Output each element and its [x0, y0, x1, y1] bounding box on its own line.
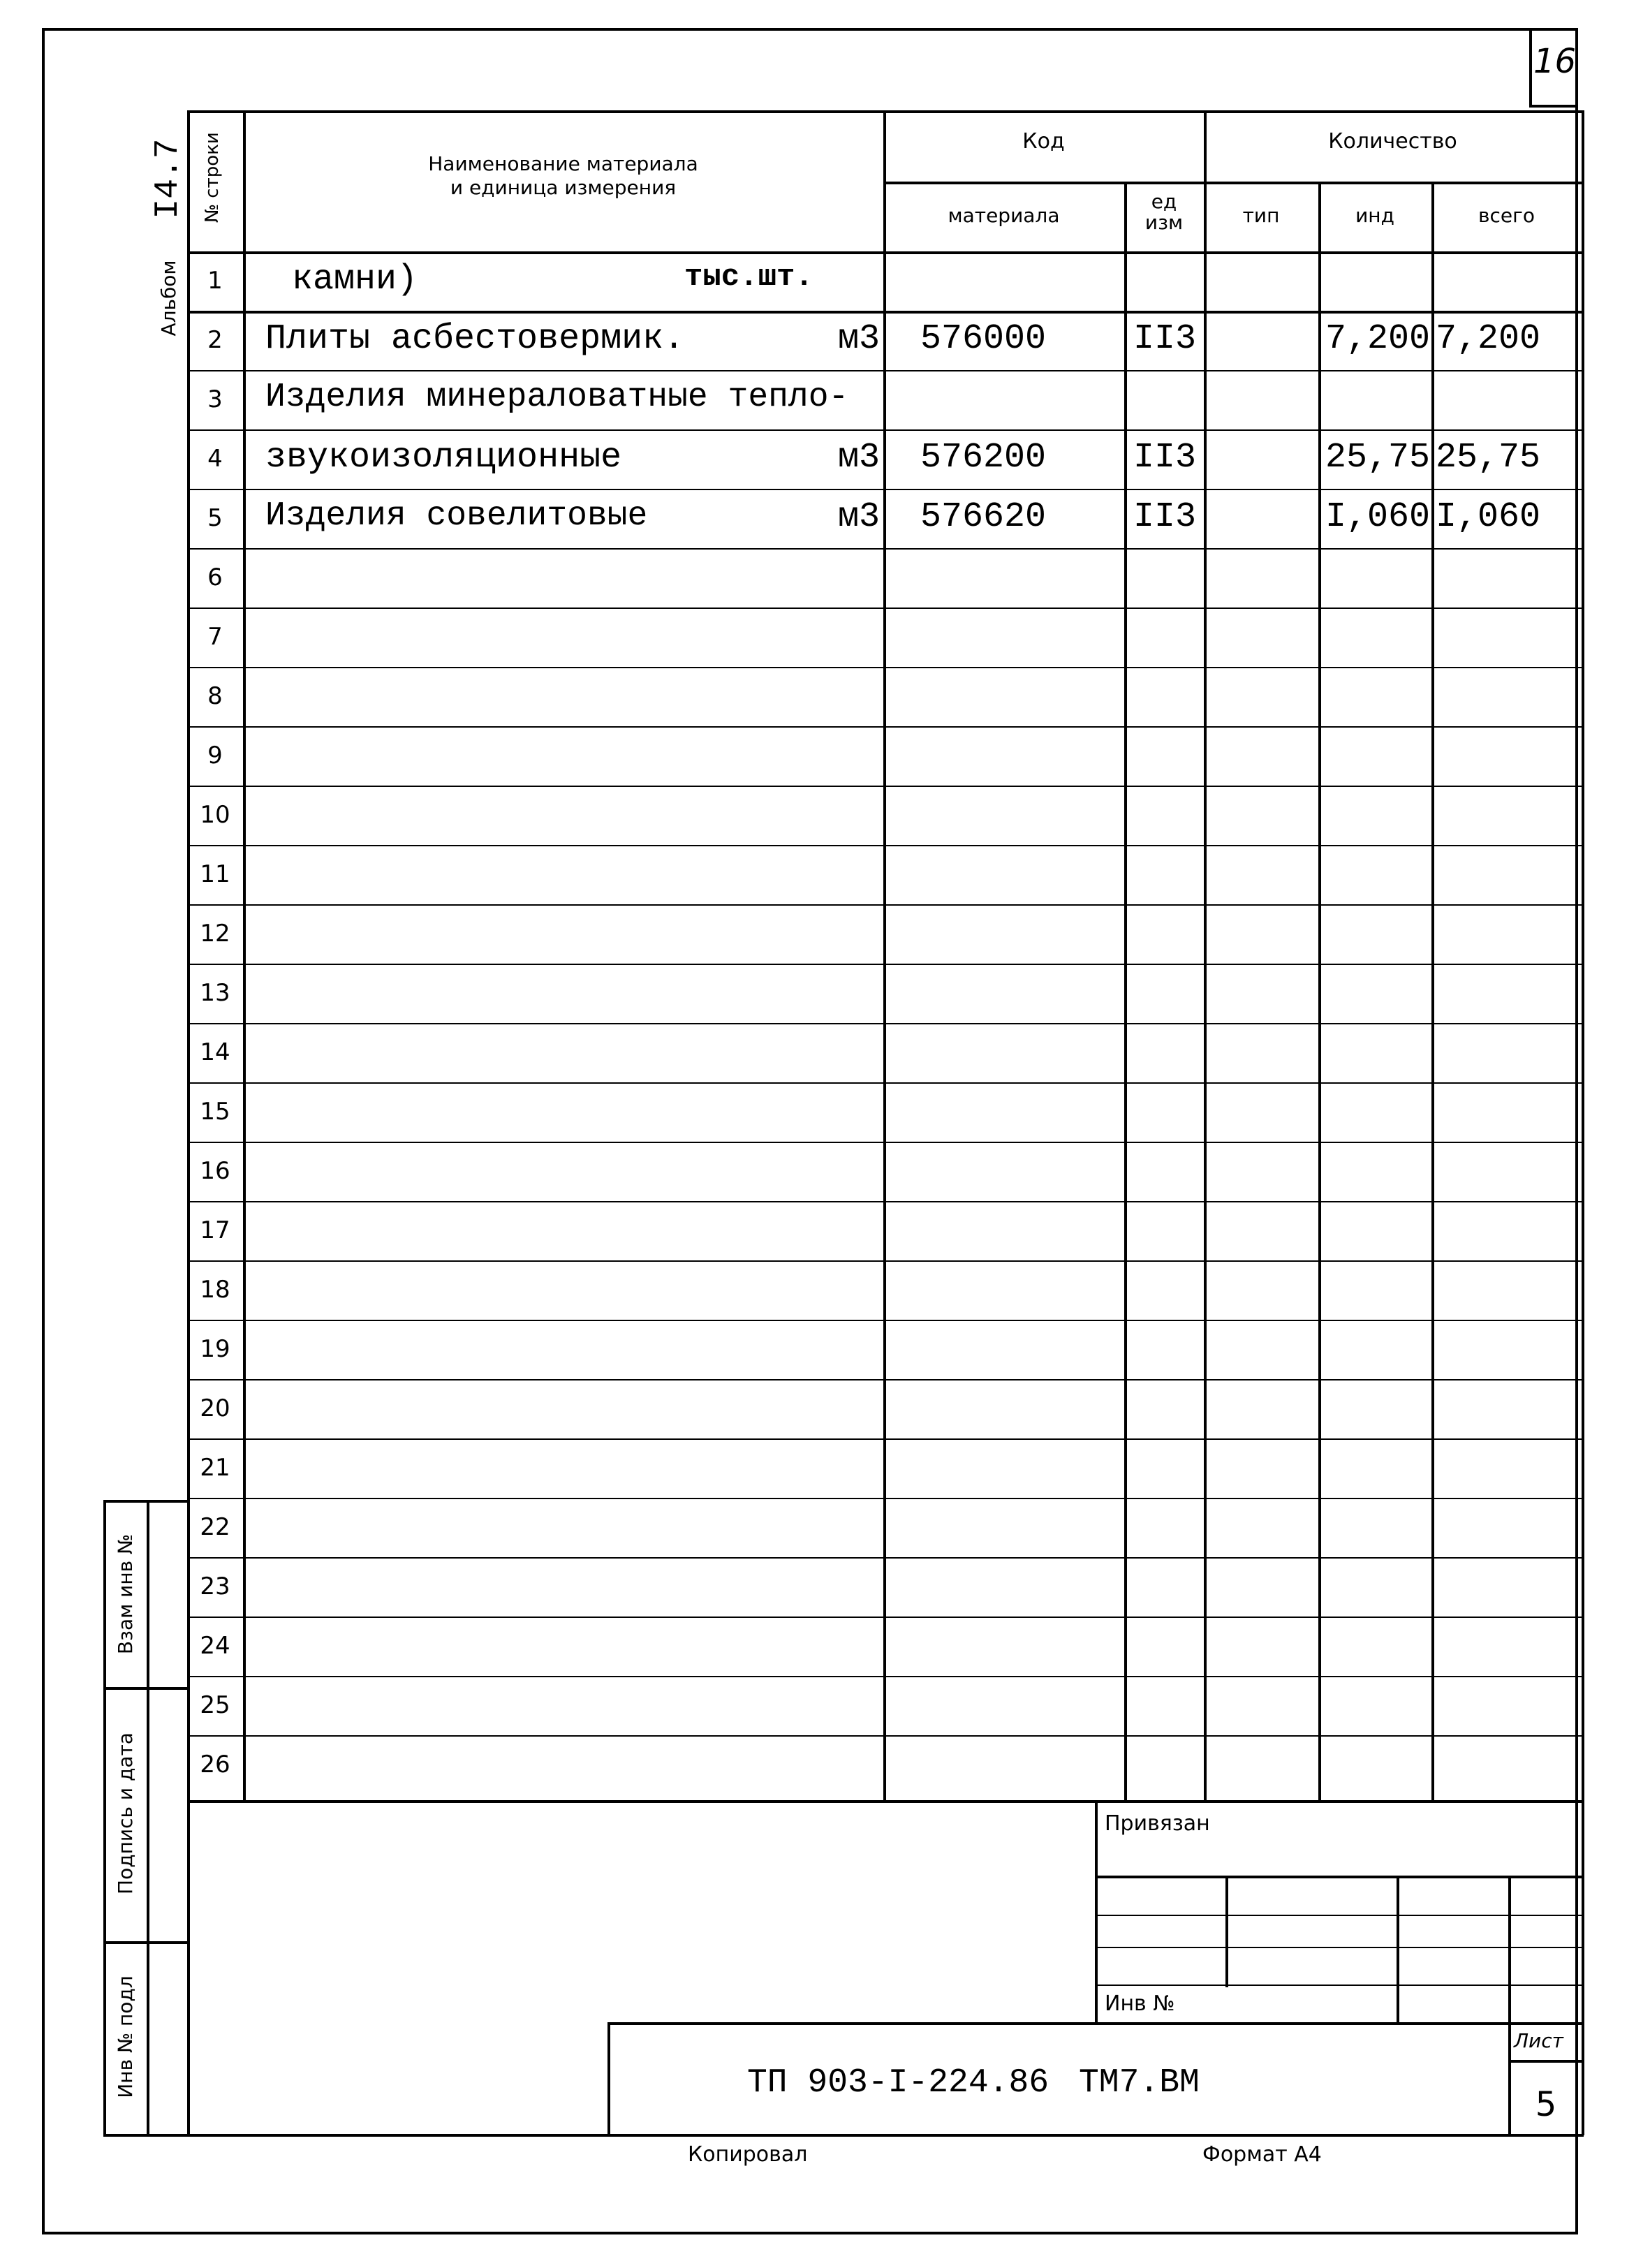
list-label: Лист [1514, 2029, 1563, 2052]
header-bottom [187, 251, 1584, 254]
row-number: 10 [200, 801, 230, 829]
row-number: 6 [207, 564, 223, 591]
row-separator [187, 1201, 1584, 1202]
row-separator [187, 370, 1584, 371]
side-stamp-mid [147, 1500, 149, 2135]
row-name: Изделия минераловатные тепло- [265, 378, 849, 416]
title-block-top [187, 1800, 1584, 1803]
footer-copied: Копировал [688, 2142, 808, 2167]
side-stamp-div1 [103, 1687, 189, 1690]
row-qty-ind: 25,75 [1325, 438, 1430, 478]
header-row-no: № строки [202, 132, 223, 223]
row-separator [187, 1617, 1584, 1618]
row-number: 5 [207, 504, 223, 532]
row-unit: м3 [837, 438, 880, 478]
row-separator [187, 667, 1584, 668]
privyazan-left [1095, 1800, 1098, 2024]
row-number: 2 [207, 326, 223, 354]
side-stamp-left [103, 1500, 106, 2135]
footer-format: Формат А4 [1202, 2142, 1322, 2167]
side-stamp-top [103, 1500, 189, 1503]
col-divider-code-unit [1124, 182, 1127, 1802]
row-code: 576620 [920, 497, 1047, 537]
row-separator [187, 1320, 1584, 1321]
row-name: звукоизоляционные [265, 438, 622, 478]
row-unit-code: II3 [1133, 319, 1196, 359]
row-number: 23 [200, 1573, 230, 1600]
album-number: I4.7 [149, 138, 187, 219]
row-separator [187, 1735, 1584, 1737]
row-number: 8 [207, 682, 223, 710]
page-number: 16 [1533, 42, 1577, 81]
row-number: 4 [207, 445, 223, 473]
row-separator [187, 1260, 1584, 1262]
page-number-box-bottom [1529, 105, 1578, 108]
row-unit-code: II3 [1133, 438, 1196, 478]
col-divider-rownum [243, 110, 246, 1802]
row-separator [187, 1498, 1584, 1499]
row-name: камни) [292, 260, 418, 300]
side-stamp-div2 [103, 1941, 189, 1944]
row-qty-total: 25,75 [1436, 438, 1541, 478]
privyazan-col3 [1508, 1876, 1511, 2024]
stamp-inv-podl: Инв № подл [114, 1975, 137, 2098]
col-divider-ind [1431, 182, 1434, 1802]
designation-top [607, 2022, 1584, 2025]
header-code-material: материала [948, 204, 1060, 227]
side-stamp-bottom [103, 2134, 189, 2137]
row-unit: м3 [837, 497, 880, 537]
row-qty-total: I,060 [1436, 497, 1541, 537]
row-qty-ind: I,060 [1325, 497, 1430, 537]
row-number: 9 [207, 742, 223, 770]
row-separator [187, 904, 1584, 906]
row-code: 576000 [920, 319, 1047, 359]
row-separator [187, 845, 1584, 846]
designation-code: ТП 903-I-224.86 [747, 2064, 1049, 2102]
row-separator [187, 1082, 1584, 1084]
row-number: 12 [200, 920, 230, 948]
row-separator [187, 429, 1584, 431]
col-divider-tip [1318, 182, 1321, 1802]
row-separator [187, 1023, 1584, 1024]
table-right-border [1582, 110, 1584, 2135]
row-separator [187, 1676, 1584, 1677]
row-number: 14 [200, 1038, 230, 1066]
row-separator [187, 608, 1584, 609]
privyazan-label: Привязан [1105, 1811, 1210, 1836]
row-qty-total: 7,200 [1436, 319, 1541, 359]
row-separator [187, 1557, 1584, 1559]
header-code: Код [1022, 129, 1065, 154]
inv-no-label: Инв № [1105, 1991, 1175, 2016]
privyazan-col2 [1397, 1876, 1399, 2024]
privyazan-col1 [1225, 1876, 1228, 1987]
row-number: 22 [200, 1513, 230, 1541]
header-subdivider [883, 182, 1582, 184]
row-qty-ind: 7,200 [1325, 319, 1430, 359]
row-number: 21 [200, 1454, 230, 1482]
col-divider-name [883, 110, 886, 1802]
designation-left [607, 2022, 610, 2135]
row-separator [187, 1438, 1584, 1440]
row-name: Плиты асбестовермик. [265, 319, 685, 359]
row-code: 576200 [920, 438, 1047, 478]
header-qty-ind: инд [1355, 204, 1394, 227]
row-separator [187, 786, 1584, 787]
row-separator [187, 964, 1584, 965]
stamp-podpis-data: Подпись и дата [114, 1732, 137, 1894]
header-code-unit: ед изм [1144, 190, 1184, 234]
row-number: 3 [207, 385, 223, 413]
row-number: 26 [200, 1751, 230, 1779]
row-number: 16 [200, 1157, 230, 1185]
header-qty-type: тип [1242, 204, 1280, 227]
row-name: Изделия совелитовые [265, 497, 648, 535]
sheet-frame [42, 28, 1578, 2234]
col-divider-quantity [1204, 110, 1207, 1802]
row-separator [187, 548, 1584, 550]
row-separator [187, 1142, 1584, 1143]
row-number: 18 [200, 1276, 230, 1304]
row-unit-code: II3 [1133, 497, 1196, 537]
row-number: 17 [200, 1216, 230, 1244]
header-qty-total: всего [1478, 204, 1535, 227]
row-separator [187, 726, 1584, 728]
list-number: 5 [1535, 2085, 1557, 2124]
row-number: 13 [200, 979, 230, 1007]
list-box-div [1508, 2060, 1584, 2063]
row-number: 11 [200, 860, 230, 888]
row-unit: тыс.шт. [684, 260, 813, 295]
row-number: 1 [207, 267, 223, 295]
row-separator [187, 1379, 1584, 1380]
row-number: 15 [200, 1098, 230, 1126]
page-number-box-left [1529, 28, 1532, 106]
row-number: 25 [200, 1691, 230, 1719]
row-number: 20 [200, 1394, 230, 1422]
doc-code: ТМ7.ВМ [1079, 2064, 1200, 2102]
row-number: 24 [200, 1632, 230, 1660]
header-name: Наименование материала и единица измерения [428, 152, 698, 199]
table-bottom-border [187, 2134, 1584, 2137]
row-number: 19 [200, 1335, 230, 1363]
row-unit: м3 [837, 319, 880, 359]
row-separator [187, 489, 1584, 490]
album-label: Альбом [157, 260, 180, 337]
header-quantity: Количество [1328, 129, 1457, 154]
stamp-vzam-inv: Взам инв № [114, 1533, 137, 1655]
row-number: 7 [207, 623, 223, 651]
row-separator [187, 311, 1584, 314]
